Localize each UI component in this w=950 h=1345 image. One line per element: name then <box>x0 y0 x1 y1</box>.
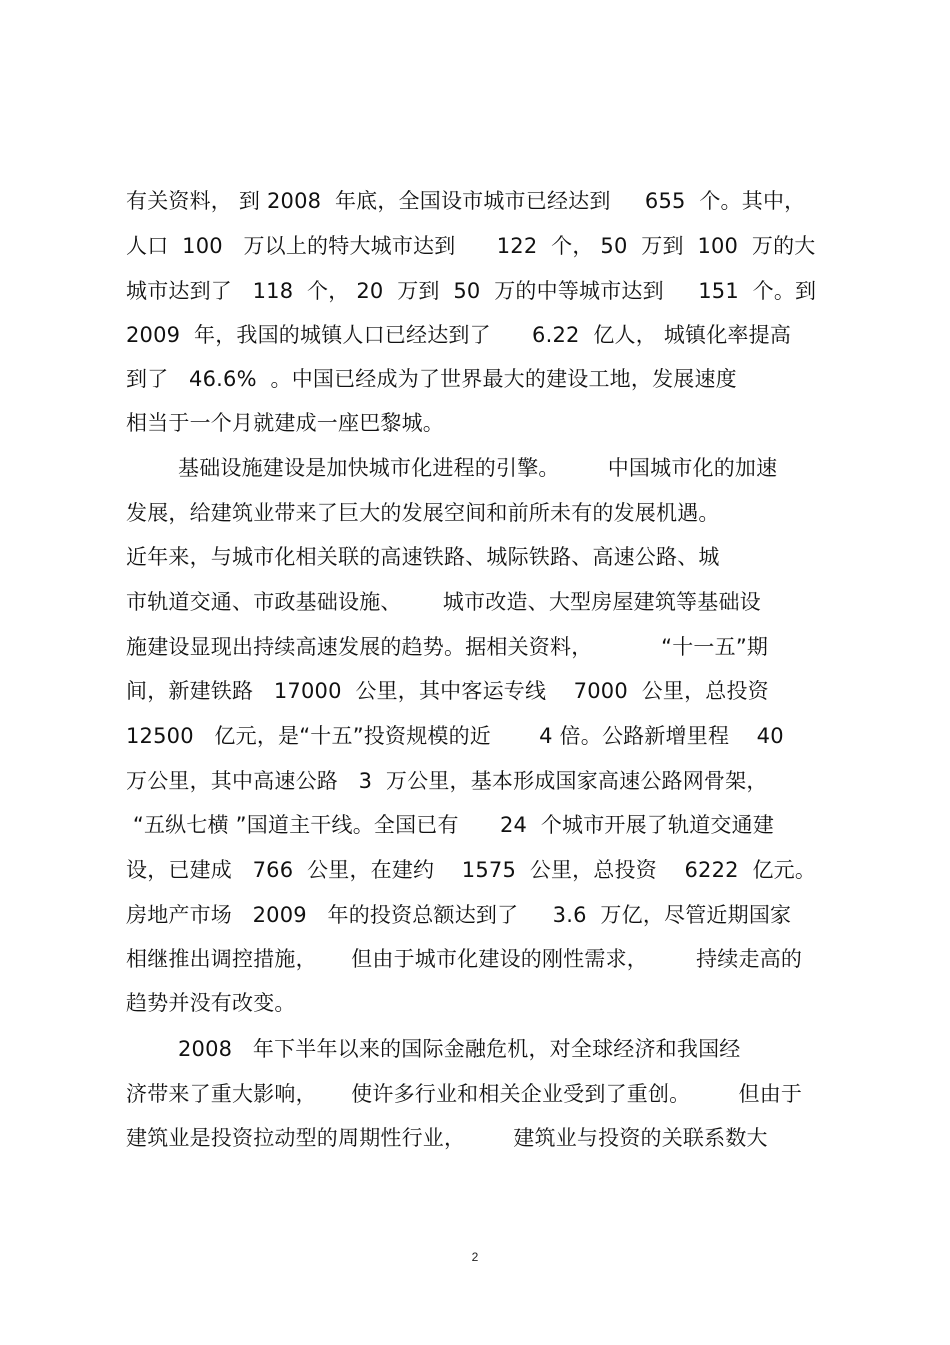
text-line: 相继推出调控措施， 但由于城市化建设的刚性需求， 持续走高的 <box>126 947 803 971</box>
text-line: 发展，给建筑业带来了巨大的发展空间和前所未有的发展机遇。 <box>126 501 720 525</box>
text-line: 2009 年，我国的城镇人口已经达到了 6.22 亿人， 城镇化率提高 <box>126 323 792 347</box>
text-line: 基础设施建设是加快城市化进程的引擎。 中国城市化的加速 <box>178 456 778 480</box>
text-line: “五纵七横 ”国道主干线。全国已有 24 个城市开展了轨道交通建 <box>126 813 775 837</box>
text-line: 万公里，其中高速公路 3 万公里，基本形成国家高速公路网骨架， <box>126 769 768 793</box>
text-line: 相当于一个月就建成一座巴黎城。 <box>126 411 444 435</box>
text-line: 12500 亿元，是“十五”投资规模的近 4 倍。公路新增里程 40 <box>126 724 784 748</box>
text-line: 趋势并没有改变。 <box>126 991 296 1015</box>
text-line: 房地产市场 2009 年的投资总额达到了 3.6 万亿，尽管近期国家 <box>126 903 792 927</box>
text-line: 2008 年下半年以来的国际金融危机，对全球经济和我国经 <box>178 1037 741 1061</box>
text-line: 市轨道交通、市政基础设施、 城市改造、大型房屋建筑等基础设 <box>126 590 761 614</box>
text-line: 设，已建成 766 公里，在建约 1575 公里，总投资 6222 亿元。 <box>126 858 817 882</box>
text-line: 到了 46.6% 。中国已经成为了世界最大的建设工地，发展速度 <box>126 367 737 391</box>
text-line: 济带来了重大影响， 使许多行业和相关企业受到了重创。 但由于 <box>126 1082 803 1106</box>
text-line: 人口 100 万以上的特大城市达到 122 个， 50 万到 100 万的大 <box>126 234 816 258</box>
text-line: 间，新建铁路 17000 公里，其中客运专线 7000 公里，总投资 <box>126 679 769 703</box>
text-line: 城市达到了 118 个， 20 万到 50 万的中等城市达到 151 个。到 <box>126 279 817 303</box>
text-line: 近年来，与城市化相关联的高速铁路、城际铁路、高速公路、城 <box>126 545 720 569</box>
text-line: 建筑业是投资拉动型的周期性行业， 建筑业与投资的关联系数大 <box>126 1126 768 1150</box>
text-line: 施建设显现出持续高速发展的趋势。据相关资料， “十一五”期 <box>126 635 769 659</box>
page-number: 2 <box>471 1250 479 1264</box>
text-line: 有关资料， 到 2008 年底，全国设市城市已经达到 655 个。其中， <box>126 189 806 213</box>
